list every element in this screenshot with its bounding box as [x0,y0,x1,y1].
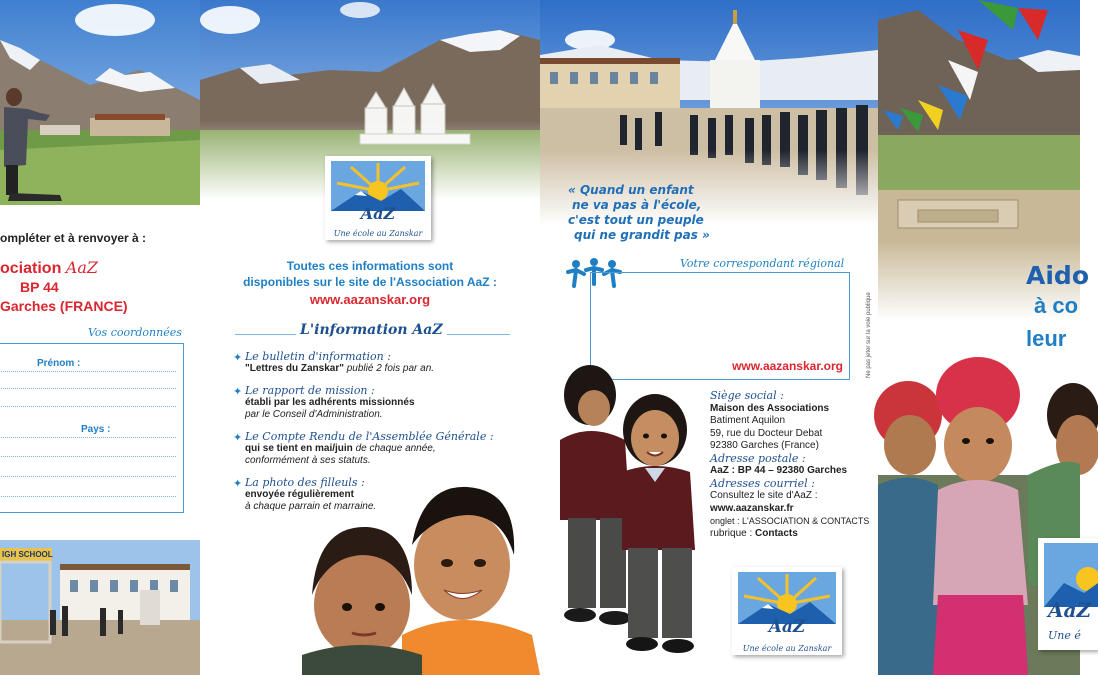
logo-subtitle: Une école au Zanskar [333,229,423,238]
quote [568,183,710,243]
info-title: La photo des filleuls : [245,476,365,489]
section-title: L'information AaZ [296,322,447,338]
info-bold: qui se tient en mai/juin [245,443,353,454]
quote-line-3: c'est tout un peuple [568,213,704,227]
cover-title-2: à co [1034,293,1079,318]
rubrique-contacts: Contacts [755,527,798,539]
correspondent-title: Votre correspondant régional [680,257,845,270]
panel-form [0,0,200,675]
runner-icon: ✦ [233,352,243,364]
uniform-children-photo [550,360,705,655]
intro-line-1: Toutes ces informations sont [286,259,454,273]
runner-icon: ✦ [233,478,243,490]
side-note: Ne pas jeter sur la voie publique [866,292,872,378]
logo-text: AaZ [360,204,396,223]
association-line [0,258,98,278]
info-bold: envoyée régulièrement [245,489,354,500]
school-sign: IGH SCHOOL [2,550,53,559]
info-rest: de chaque année, [352,443,436,454]
school-photo [0,540,200,675]
info-title: Le bulletin d'information : [245,350,391,363]
siege-title: Siège social : [710,389,784,402]
coords-box[interactable] [0,343,184,513]
siege-line-1: Batiment Aquilon [710,415,786,426]
info-item-bulletin [245,351,434,375]
info-line2: conformément à ses statuts. [245,455,371,466]
cover-title [1026,260,1089,291]
quote-line-1: « Quand un enfant [568,183,694,197]
postal-title: Adresse postale : [710,451,806,465]
children-photo-center [262,485,540,675]
runner-icon: ✦ [233,432,243,444]
logo-subtitle: Une école au Zanskar [742,644,832,653]
panel-cover [878,0,1092,675]
form-heading: ompléter et à renvoyer à : [0,231,147,245]
info-bold: "Lettres du Zanskar" [245,363,344,374]
logo-text: AaZ [1048,598,1092,622]
quote-line-2: ne va pas à l'école, [572,198,702,212]
intro-line-2: disponibles sur le site de l'Association AaZ : [243,275,497,289]
aaz-logo-contact [732,567,842,655]
siege-block [710,390,869,540]
info-line2: à chaque parrain et marraine. [245,501,377,512]
box-website-link[interactable]: www.aazanskar.org [732,359,843,373]
runner-icon: ✦ [233,386,243,398]
rubrique-label: rubrique : [710,527,756,539]
aaz-logo-cover [1038,538,1098,650]
aaz-logo [325,156,431,240]
info-title: Le rapport de mission : [245,384,375,397]
panel-contact [540,0,878,675]
cover-title-3: leur [1026,326,1067,351]
info-line2: par le Conseil d'Administration. [245,409,383,420]
association-prefix: ociation [0,260,62,277]
siege-line-3: 92380 Garches (France) [710,440,819,451]
email-rubrique [710,528,869,541]
website-link[interactable]: www.aazanskar.org [309,292,431,307]
quote-line-4: qui ne grandit pas » [574,228,710,242]
coords-title: Vos coordonnées [88,326,182,339]
info-item-rapport [245,385,415,421]
info-title: Le Compte Rendu de l'Assemblée Générale : [245,430,494,443]
email-onglet: onglet : L'ASSOCIATION & CONTACTS [710,516,870,526]
siege-name: Maison des Associations [710,402,830,414]
city-line: Garches (FRANCE) [0,298,128,314]
info-rest: publié 2 fois par an. [343,363,435,374]
cover-title-line-1: Aido [1026,261,1089,290]
association-name: AaZ [65,258,99,277]
logo-text: AaZ [768,617,806,637]
info-item-assemblee [245,431,494,467]
info-bold: établi par les adhérents missionnés [245,397,415,408]
pays-label: Pays : [81,424,111,435]
landscape-photo-left [0,0,200,205]
siege-line-2: 59, rue du Docteur Debat [710,427,823,439]
email-title: Adresses courriel : [710,476,815,490]
logo-subtitle: Une é [1048,629,1081,642]
postal-value: AaZ : BP 44 – 92380 Garches [710,465,848,476]
bp-line: BP 44 [20,279,59,295]
prenom-label: Prénom : [37,358,81,369]
email-line-1: Consultez le site d'AaZ : [710,490,818,501]
email-site-link[interactable]: www.aazanskar.fr [710,502,794,514]
